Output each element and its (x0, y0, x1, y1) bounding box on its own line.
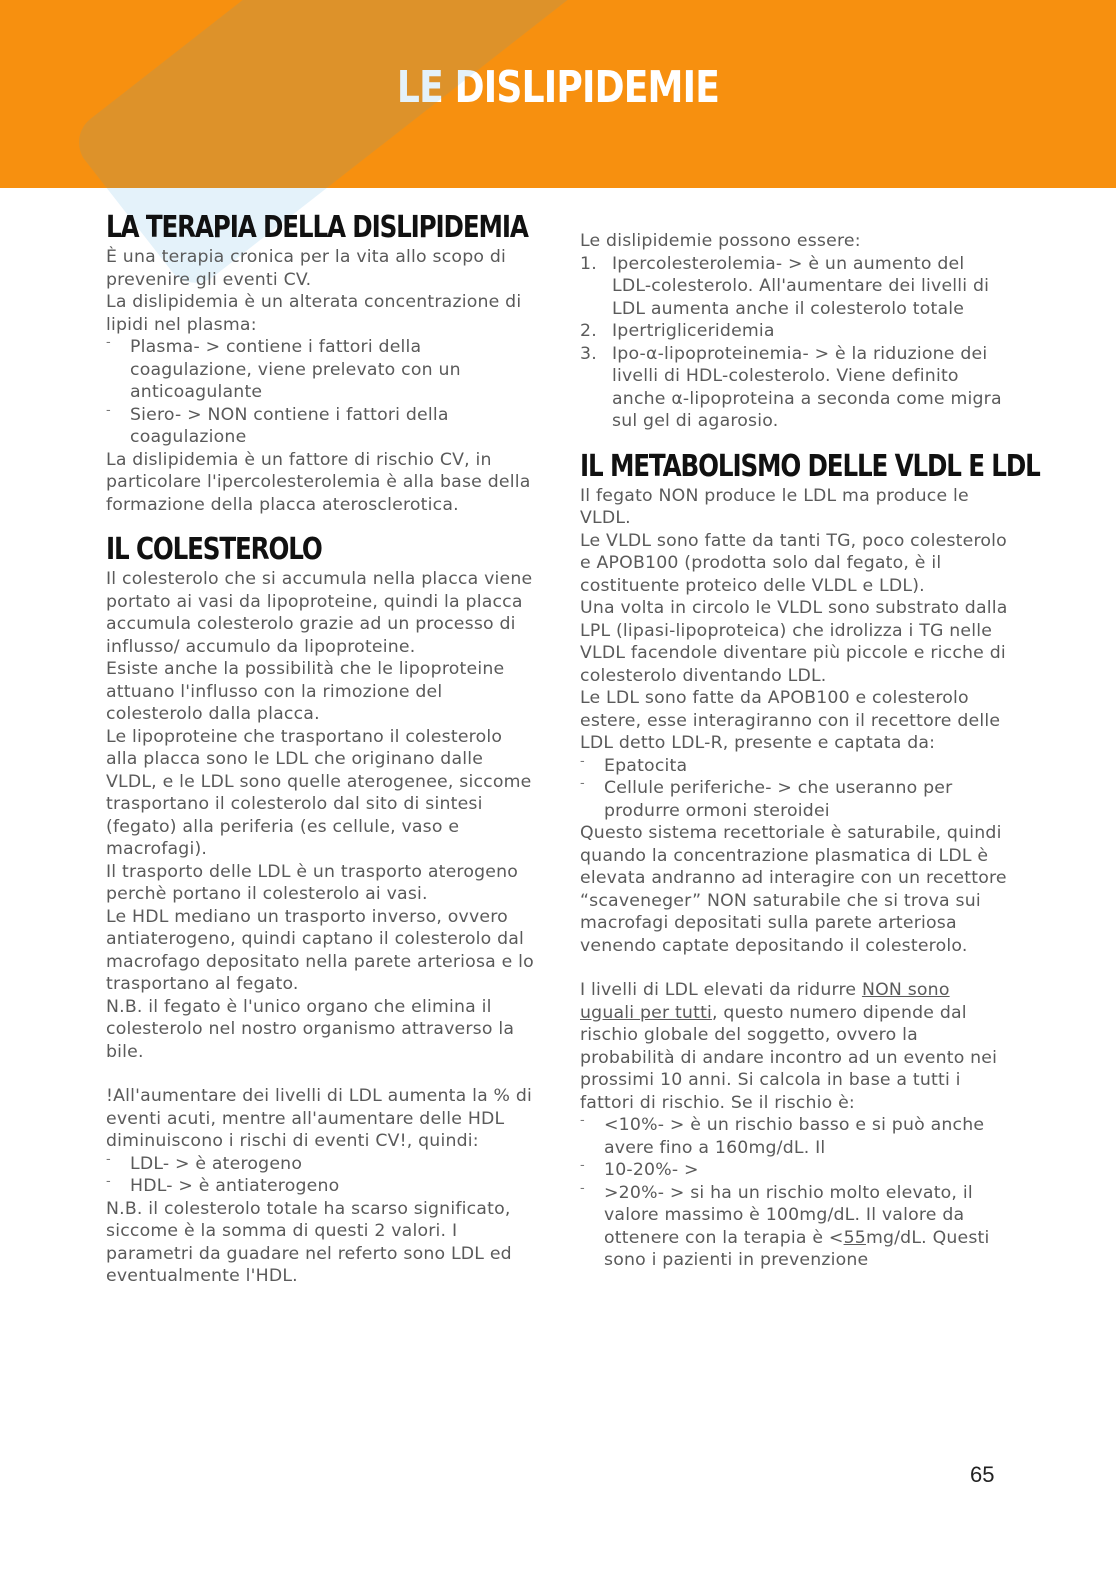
section-heading-metabolismo: IL METABOLISMO DELLE VLDL E LDL (580, 448, 1040, 484)
page-number: 65 (970, 1462, 995, 1487)
dash-list (580, 1114, 1008, 1272)
paragraph: Le LDL sono fatte da APOB100 e colesterolo estere, esse interagiranno con il recettore delle LDL detto LDL-R, presente e captata da: (580, 688, 1001, 753)
paragraph: Le VLDL sono fatte da tanti TG, poco colesterolo e APOB100 (prodotta solo dal fegato, è il costituente proteico delle VLDL e LDL). (580, 530, 1007, 596)
list-item: - HDL- > è antiaterogeno (106, 1175, 538, 1198)
paragraph: La dislipidemia è un fattore di rischio CV, in particolare l'ipercolesterolemia è alla base della formazione della placca aterosclerotica. (106, 449, 531, 515)
dash-list (106, 1153, 538, 1198)
numbered-list (580, 253, 1008, 433)
paragraph: !All'aumentare dei livelli di LDL aumenta la % di eventi acuti, mentre all'aumentare delle HDL diminuiscono i rischi di eventi CV!, quindi: (106, 1086, 533, 1151)
paragraph: Le lipoproteine che trasportano il colesterolo alla placca sono le LDL che originano dalle VLDL, e le LDL sono quelle aterogenee, siccome trasportano il colesterolo dal sito di sintesi (fegato) alla periferia (es cellule, vaso e macrofagi). (106, 726, 532, 859)
list-item: - Siero- > NON contiene i fattori della coagulazione (106, 404, 538, 449)
list-item: - 10-20%- > (580, 1159, 1008, 1182)
paragraph: È una terapia cronica per la vita allo scopo di prevenire gli eventi CV. (106, 247, 507, 290)
title-banner (0, 0, 1116, 188)
paragraph: Una volta in circolo le VLDL sono substrato dalla LPL (lipasi-lipoproteica) che idrolizza i TG nelle VLDL facendole diventare più piccole e ricche di colesterolo diventando LDL. (580, 598, 1008, 686)
dash-list (580, 755, 1008, 823)
list-item: - <10%- > è un rischio basso e si può anche avere fino a 160mg/dL. Il (580, 1114, 1008, 1159)
left-column (106, 210, 538, 1288)
paragraph: Le HDL mediano un trasporto inverso, ovvero antiaterogeno, quindi captano il colesterolo dal macrofago depositato nella parete arteriosa e lo trasportano al fegato. (106, 906, 534, 994)
paragraph: Il fegato NON produce le LDL ma produce le VLDL. (580, 485, 969, 528)
section-heading-terapia: LA TERAPIA DELLA DISLIPIDEMIA (106, 210, 528, 245)
list-item: - LDL- > è aterogeno (106, 1153, 538, 1176)
paragraph: Il colesterolo che si accumula nella placca viene portato ai vasi da lipoproteine, quindi la placca accumula colesterolo grazie ad un processo di influsso/ accumulo da lipoproteine. (106, 569, 533, 657)
paragraph: La dislipidemia è un alterata concentrazione di lipidi nel plasma: (106, 292, 522, 335)
paragraph: N.B. il fegato è l'unico organo che elimina il colesterolo nel nostro organismo attraverso la bile. (106, 996, 515, 1062)
page-title: LE DISLIPIDEMIE (396, 62, 720, 113)
paragraph: Le dislipidemie possono essere: (580, 231, 861, 251)
paragraph: Esiste anche la possibilità che le lipoproteine attuano l'influsso con la rimozione del colesterolo dalla placca. (106, 659, 505, 724)
list-item: - >20%- > si ha un rischio molto elevato, il valore massimo è 100mg/dL. Il valore da ottenere con la terapia è <55mg/dL. Questi sono i pazienti in prevenzione (580, 1182, 1008, 1272)
list-item: 2. Ipertrigliceridemia (580, 321, 775, 341)
paragraph: N.B. il colesterolo totale ha scarso significato, siccome è la somma di questi 2 valori. I parametri da guadare nel referto sono LDL ed eventualmente l'HDL. (106, 1198, 512, 1286)
list-item: 1. Ipercolesterolemia- > è un aumento del LDL-colesterolo. All'aumentare dei livelli di LDL aumenta anche il colesterolo totale (580, 253, 990, 319)
list-item: 3. Ipo-α-lipoproteinemia- > è la riduzione dei livelli di HDL-colesterolo. Viene definito anche α-lipoproteina a seconda come migra sul gel di agarosio. (580, 343, 1002, 431)
right-column (580, 230, 1040, 1272)
section-heading-colesterolo: IL COLESTEROLO (106, 532, 322, 567)
list-item: - Plasma- > contiene i fattori della coagulazione, viene prelevato con un anticoagulante (106, 336, 538, 404)
list-item: - Cellule periferiche- > che useranno per produrre ormoni steroidei (580, 777, 1008, 822)
list-item: - Epatocita (580, 755, 1008, 778)
paragraph: Questo sistema recettoriale è saturabile, quindi quando la concentrazione plasmatica di LDL è elevata andranno ad interagire con un recettore “scaveneger” NON saturabile che si trova sui macrofagi depositati sulla parete arteriosa venendo captate depositando il colesterolo. (580, 823, 1007, 956)
paragraph: Il trasporto delle LDL è un trasporto aterogeno perchè portano il colesterolo ai vasi. (106, 861, 519, 904)
dash-list (106, 336, 538, 449)
paragraph: I livelli di LDL elevati da ridurre NON sono uguali per tutti, questo numero dipende dal rischio globale del soggetto, ovvero la probabilità di andare incontro ad un evento nei prossimi 10 anni. Si calcola in base a tutti i fattori di rischio. Se il rischio è: (580, 980, 998, 1113)
